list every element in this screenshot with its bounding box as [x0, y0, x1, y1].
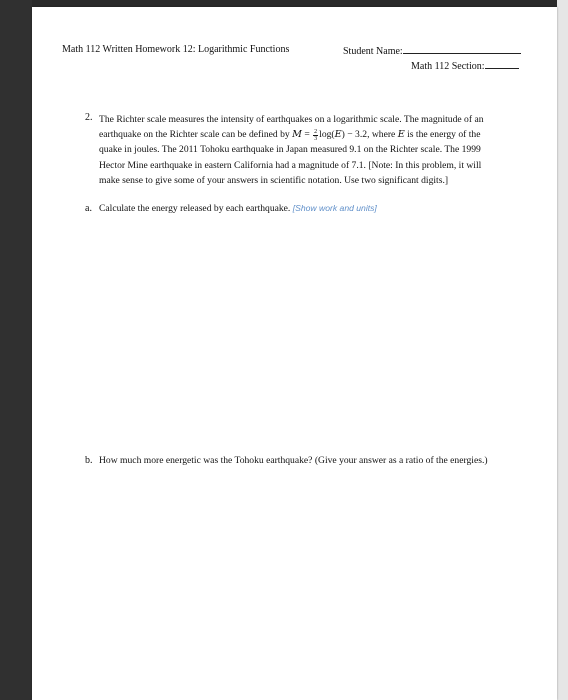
- formula-log: log(: [319, 129, 335, 141]
- fraction-numerator: 2: [314, 128, 318, 135]
- window-top-bar: [0, 0, 568, 7]
- question-prompt: [99, 112, 531, 188]
- prompt-line-2-where: , where: [367, 129, 398, 141]
- student-name-blank: [403, 44, 521, 54]
- viewer-left-margin: [0, 0, 32, 700]
- prompt-line-1: The Richter scale measures the intensity of earthquakes on a logarithmic scale. The magnitude of an: [99, 114, 484, 125]
- section-label: Math 112 Section:: [411, 61, 485, 72]
- formula-fraction: [313, 129, 318, 142]
- prompt-line-2-end: is the energy of the: [404, 129, 481, 141]
- prompt-line-2-start: earthquake on the Richter scale can be defined by: [99, 129, 293, 141]
- viewer-scrollbar-track[interactable]: [557, 0, 568, 700]
- formula-e: E: [334, 129, 342, 141]
- section-field: [411, 59, 519, 72]
- part-a-prompt: [99, 203, 377, 214]
- document-title: Math 112 Written Homework 12: Logarithmic Functions: [62, 44, 290, 55]
- part-a-label: a.: [85, 203, 92, 214]
- part-a-text: Calculate the energy released by each earthquake.: [99, 203, 291, 214]
- formula-m: M: [292, 129, 302, 141]
- part-b-prompt: How much more energetic was the Tohoku earthquake? (Give your answer as a ratio of the energies.): [99, 455, 488, 466]
- student-name-label: Student Name:: [343, 46, 403, 57]
- fraction-denominator: 3: [314, 135, 318, 142]
- part-a-hint: [Show work and units]: [292, 203, 377, 213]
- prompt-line-3: quake in joules. The 2011 Tohoku earthquake in Japan measured 9.1 on the Richter scale. The 1999: [99, 144, 481, 156]
- prompt-line-5: make sense to give some of your answers in scientific notation. Use two significant digits.]: [99, 174, 449, 186]
- student-name-field: [343, 44, 521, 57]
- prompt-line-4: Hector Mine earthquake in eastern California had a magnitude of 7.1. [Note: In this problem, it will: [99, 159, 482, 171]
- variable-e: E: [397, 129, 405, 141]
- document-page: [32, 7, 557, 700]
- formula-equals: =: [301, 129, 313, 141]
- formula-rest: ) − 3.2: [341, 129, 368, 141]
- question-number: 2.: [85, 112, 93, 123]
- part-b-label: b.: [85, 455, 93, 466]
- section-blank: [485, 59, 519, 69]
